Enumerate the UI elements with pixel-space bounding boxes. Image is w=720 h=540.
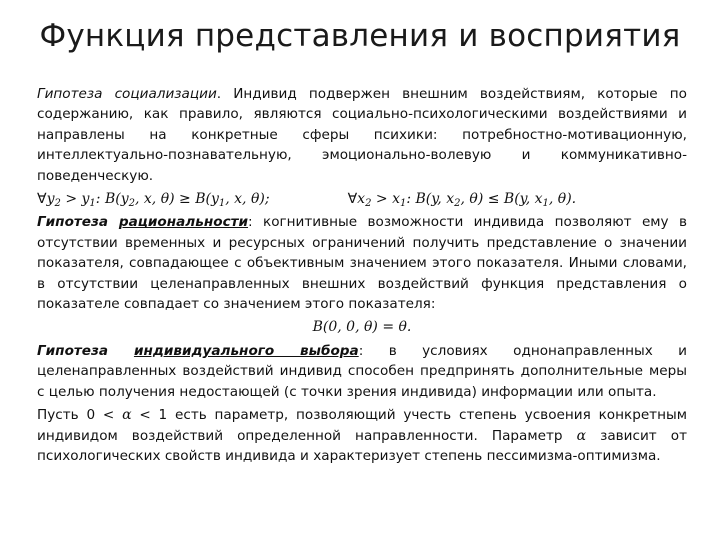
equation-monotonicity: $\forall y_2 > y_1$: $B(y_2$, x, $\theta) \ge B(y_1$, x, θ); $\forall x_2 > x_1$: B(y, $x_2$, θ) ≤ B(y, $x_1$, θ). — [37, 191, 577, 210]
paragraph-socialization-text: . Индивид подвержен внешним воздействиям, которые по содержанию, как правило, являются социально-психологическими воздействиями и направлены на конкретные сферы психики: потребностно-мотивационную, интеллектуально-познавательную, эмоционально-волевую и коммуникативно-поведенческую. — [37, 86, 687, 184]
slide-title: Функция представления и восприятия — [39, 18, 681, 54]
paragraph-individual-choice — [37, 341, 687, 402]
paragraph-individual-choice-text: : в условиях однонаправленных и целенаправленных воздействий индивид способен предпринять дополнительные меры с целью получения недостающей (с точки зрения индивида) информации или опыта. — [37, 342, 687, 400]
equation-rationality: B(0, 0, θ) = θ. — [312, 319, 412, 336]
paragraph-rationality — [37, 212, 687, 314]
term-rationality: Гипотеза рациональности — [37, 214, 249, 231]
paragraph-alpha: Пусть 0 < α < 1 есть параметр, позволяющий учесть степень усвоения конкретным индивидом воздействий определенной направленности. Параметр α зависит от психологических свойств индивида и характеризует степень пессимизма-оптимизма. — [37, 407, 687, 464]
slide-body — [37, 84, 687, 469]
term-individual-choice: Гипотеза индивидуального выбора — [37, 342, 359, 359]
term-socialization: Гипотеза социализации — [37, 86, 217, 102]
paragraph-socialization — [37, 84, 687, 186]
paragraph-rationality-text: : когнитивные возможности индивида позволяют ему в отсутствии временных и ресурсных ограничений получить представление о значении показателя, совпадающее с объективным значением этого показателя. Иными словами, в отсутствии целенаправленных внешних воздействий функция представления о показателе совпадает со значением этого показателя: — [37, 214, 687, 313]
